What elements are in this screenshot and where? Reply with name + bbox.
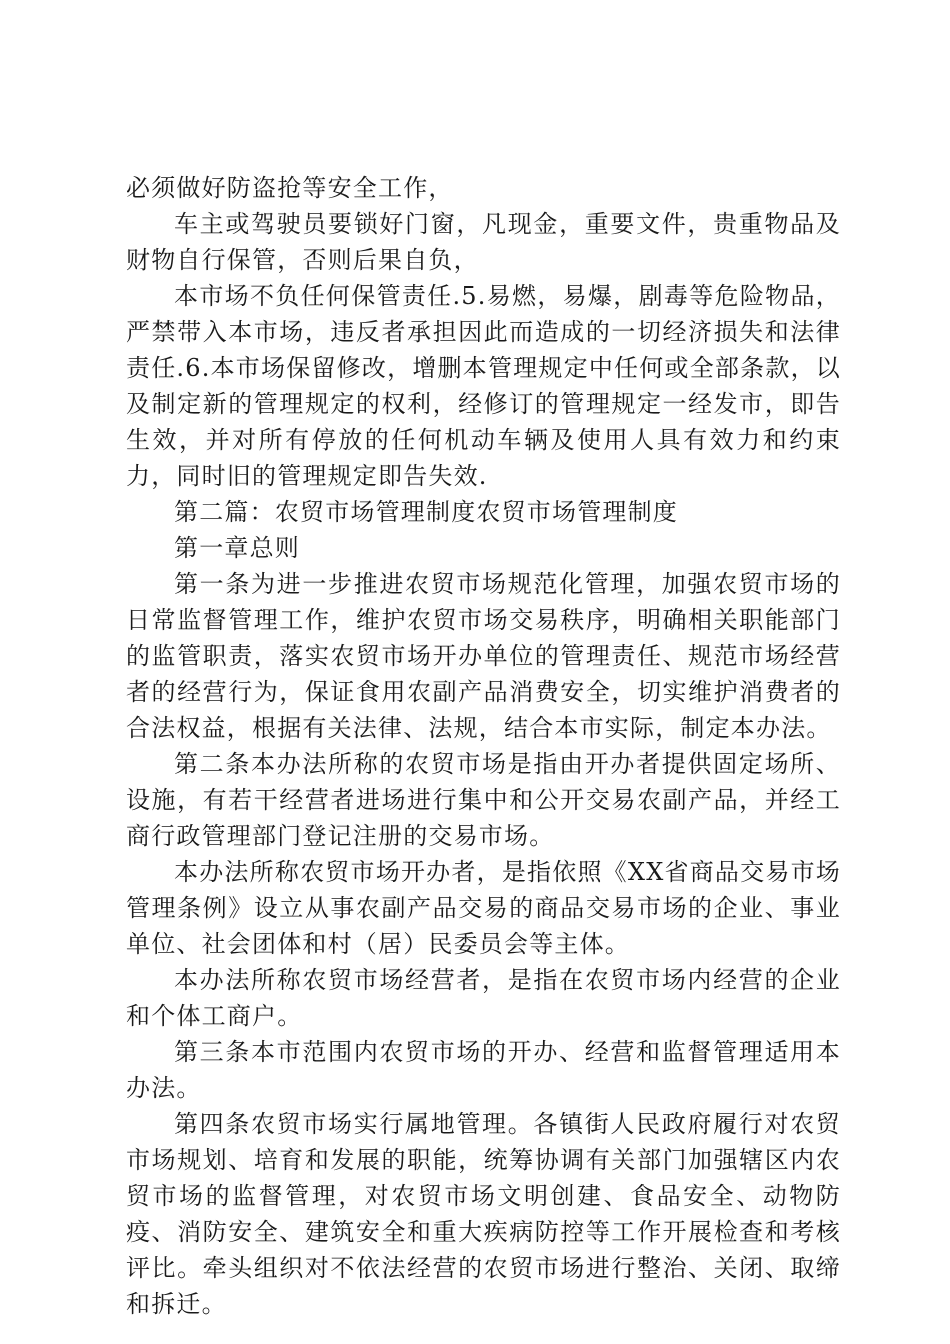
- paragraph-3: 本市场不负任何保管责任.5.易燃，易爆，剧毒等危险物品，严禁带入本市场，违反者承担因此而造成的一切经济损失和法律责任.6.本市场保留修改，增删本管理规定中任何或全部条款，以及制定新的管理规定的权利，经修订的管理规定一经发市，即告生效，并对所有停放的任何机动车辆及使用人具有效力和约束力，同时旧的管理规定即告失效.: [126, 282, 841, 490]
- article-4: 第四条农贸市场实行属地管理。各镇街人民政府履行对农贸市场规划、培育和发展的职能，统筹协调有关部门加强辖区内农贸市场的监督管理，对农贸市场文明创建、食品安全、动物防疫、消防安全、建筑安全和重大疾病防控等工作开展检查和考核评比。牵头组织对不依法经营的农贸市场进行整治、关闭、取缔和拆迁。: [126, 1110, 841, 1318]
- article-3: 第三条本市范围内农贸市场的开办、经营和监督管理适用本办法。: [126, 1038, 841, 1102]
- document-body: [126, 170, 841, 1322]
- paragraph-2: 车主或驾驶员要锁好门窗，凡现金，重要文件，贵重物品及财物自行保管，否则后果自负，: [126, 210, 841, 274]
- article-2-operator-definition: 本办法所称农贸市场开办者，是指依照《XX省商品交易市场管理条例》设立从事农副产品交易的商品交易市场的企业、事业单位、社会团体和村（居）民委员会等主体。: [126, 858, 841, 958]
- chapter-heading: 第一章总则: [174, 534, 300, 562]
- article-2-merchant-definition: 本办法所称农贸市场经营者，是指在农贸市场内经营的企业和个体工商户。: [126, 966, 841, 1030]
- section-heading: 第二篇：农贸市场管理制度农贸市场管理制度: [174, 498, 678, 526]
- paragraph-1: 必须做好防盗抢等安全工作，: [126, 174, 454, 202]
- article-2: 第二条本办法所称的农贸市场是指由开办者提供固定场所、设施，有若干经营者进场进行集中和公开交易农副产品，并经工商行政管理部门登记注册的交易市场。: [126, 750, 841, 850]
- article-1: 第一条为进一步推进农贸市场规范化管理，加强农贸市场的日常监督管理工作，维护农贸市场交易秩序，明确相关职能部门的监管职责，落实农贸市场开办单位的管理责任、规范市场经营者的经营行为，保证食用农副产品消费安全，切实维护消费者的合法权益，根据有关法律、法规，结合本市实际，制定本办法。: [126, 570, 841, 742]
